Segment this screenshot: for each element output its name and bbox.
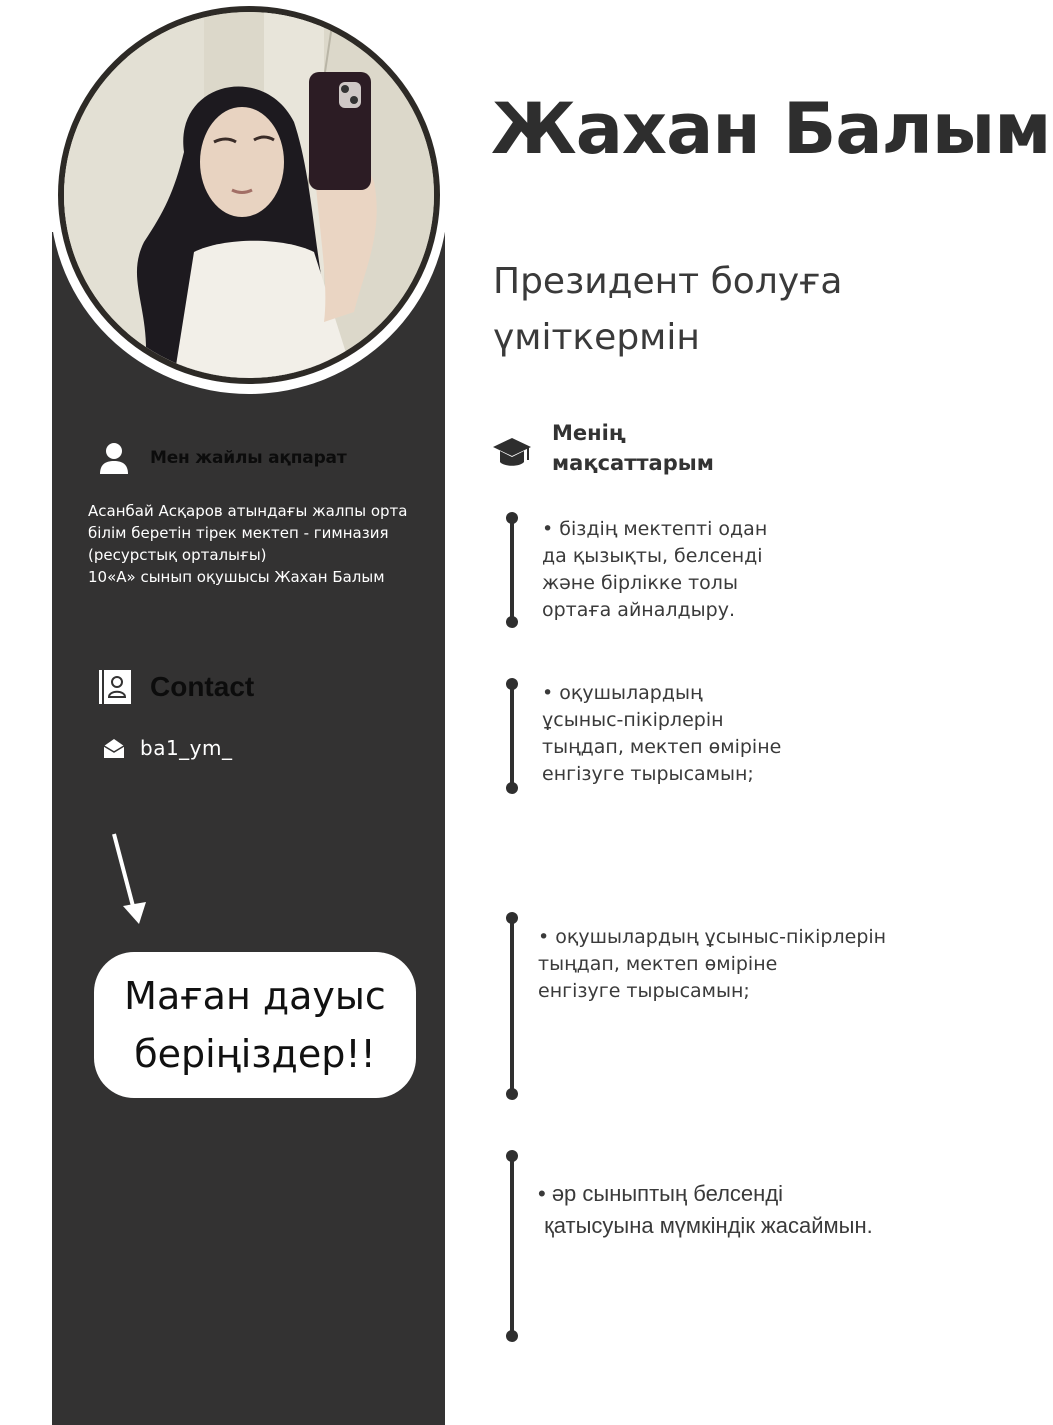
vote-for-me-button[interactable]	[94, 952, 416, 1098]
goals-section-header	[492, 418, 714, 478]
contact-book-icon	[98, 669, 132, 705]
vote-line: Маған дауыс	[124, 974, 386, 1018]
about-text	[88, 500, 428, 588]
goal-text: • біздің мектепті одан да қызықты, белсенді және бірлікке толы ортаға айналдыру.	[542, 518, 768, 621]
user-icon	[96, 440, 132, 476]
contact-instagram[interactable]	[102, 736, 233, 760]
about-line: 10«А» сынып оқушысы Жахан Балым	[88, 568, 385, 586]
profile-photo-frame	[58, 6, 440, 384]
contact-title: Contact	[150, 671, 255, 702]
contact-value[interactable]: ba1_ym_	[140, 736, 233, 760]
about-title: Мен жайлы ақпарат	[150, 448, 347, 468]
graduation-cap-icon	[492, 436, 532, 470]
arrow-down-icon	[106, 830, 156, 930]
goals-title-line: мақсаттарым	[552, 451, 714, 475]
goals-title-line: Менің	[552, 421, 626, 445]
page-title: Жахан Балым	[491, 88, 1051, 170]
contact-section-header	[98, 669, 254, 705]
about-line: (ресурстық орталығы)	[88, 546, 267, 564]
subtitle	[493, 254, 842, 366]
sidebar	[52, 232, 445, 1425]
goals-title	[552, 418, 714, 478]
subtitle-line: Президент болуға	[493, 261, 843, 302]
goal-text: • әр сыныптың белсенді қатысуына мүмкіндік жасаймын.	[538, 1181, 873, 1238]
profile-photo	[64, 12, 434, 378]
goal-text: • оқушылардың ұсыныс-пікірлерін тыңдап, мектеп өміріне енгізуге тырысамын;	[538, 926, 887, 1002]
about-line: Асанбай Асқаров атындағы жалпы орта	[88, 502, 408, 520]
subtitle-line: үміткермін	[493, 317, 700, 358]
vote-line: беріңіздер!!	[134, 1032, 376, 1076]
goal-text: • оқушылардың ұсыныс-пікірлерін тыңдап, мектеп өміріне енгізуге тырысамын;	[542, 682, 782, 785]
envelope-open-icon	[102, 737, 126, 759]
about-line: білім беретін тірек мектеп - гимназия	[88, 524, 389, 542]
about-section-header	[96, 440, 346, 476]
